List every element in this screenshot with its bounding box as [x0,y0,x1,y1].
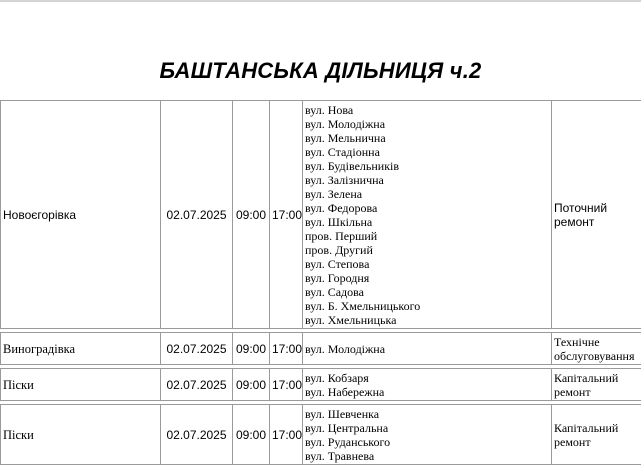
work-type-cell [552,333,641,365]
street-item: вул. Городня [305,270,370,285]
start-time-cell: 09:00 [233,333,270,365]
street-item: вул. Молодіжна [305,116,386,131]
end-time-cell: 17:00 [270,101,303,329]
street-item: вул. Федорова [305,200,378,215]
start-time-cell: 09:00 [233,405,270,465]
work-type-text: Поточний ремонт [554,200,608,229]
village-cell: Піски [1,405,161,465]
date-cell: 02.07.2025 [161,405,233,465]
work-type-cell [552,405,641,465]
end-time-cell: 17:00 [270,333,303,365]
village-cell: Піски [1,369,161,401]
street-item: вул. Будівельників [305,158,400,173]
top-rule [0,0,641,2]
work-type-text: Капітальний ремонт [554,370,619,399]
date-cell: 02.07.2025 [161,369,233,401]
page-title: БАШТАНСЬКА ДІЛЬНИЦЯ ч.2 [159,58,482,83]
street-item: вул. Центральна [305,420,389,435]
streets-cell [303,405,552,465]
street-item: вул. Нова [305,102,354,117]
street-item: вул. Травнева [305,448,375,463]
date-cell: 02.07.2025 [161,101,233,329]
work-type-text: Технічне обслуговування [554,334,635,363]
street-item: вул. Шкільна [305,214,373,229]
street-item: вул. Кобзаря [305,370,369,385]
work-type-cell [552,369,641,401]
street-item: вул. Руданського [305,434,391,449]
street-item: вул. Набережна [305,384,385,399]
streets-cell [303,369,552,401]
table-row [1,333,641,365]
work-type-cell [552,101,641,329]
work-type-text: Капітальний ремонт [554,420,619,449]
street-item: вул. Хмельницька [305,312,397,327]
street-item: пров. Другий [305,242,373,257]
street-item: вул. Молодіжна [305,341,386,356]
street-item: вул. Шевченка [305,406,380,421]
streets-cell [303,101,552,329]
street-item: вул. Стадіонна [305,144,380,159]
street-item: пров. Перший [305,228,378,243]
street-item: вул. Мельнична [305,130,386,145]
table-row [1,101,641,329]
end-time-cell: 17:00 [270,369,303,401]
street-item: вул. Б. Хмельницького [305,298,421,313]
street-item: вул. Садова [305,284,364,299]
start-time-cell: 09:00 [233,101,270,329]
table-row [1,369,641,401]
street-item: вул. Зелена [305,186,363,201]
start-time-cell: 09:00 [233,369,270,401]
village-cell: Виноградівка [1,333,161,365]
date-cell: 02.07.2025 [161,333,233,365]
village-cell: Новоєгорівка [1,101,161,329]
schedule-table [0,100,641,465]
end-time-cell: 17:00 [270,405,303,465]
street-item: вул. Залізнична [305,172,384,187]
table-row [1,405,641,465]
streets-cell [303,333,552,365]
street-item: вул. Степова [305,256,370,271]
